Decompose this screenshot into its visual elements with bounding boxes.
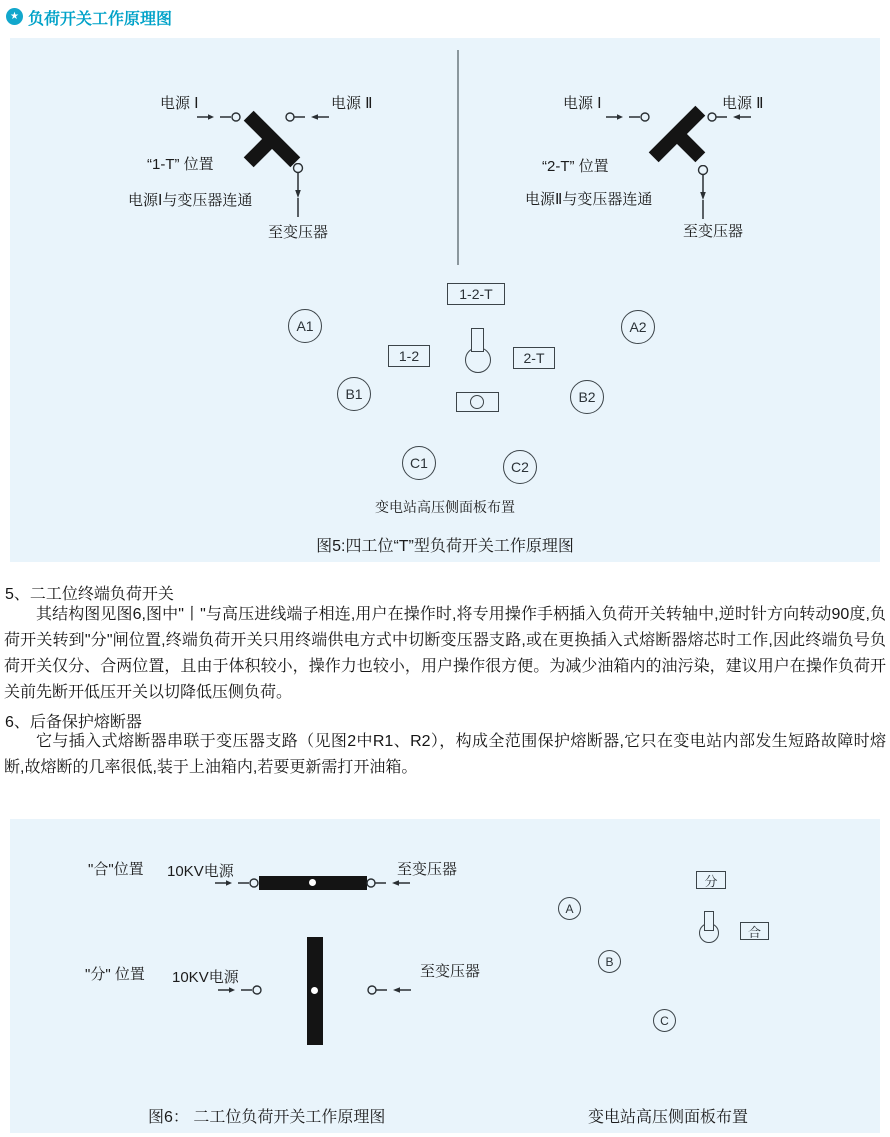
section5-paragraph: 其结构图见图6,图中"丨"与高压进线端子相连,用户在操作时,将专用操作手柄插入负荷开关转轴中,逆时针方向转动90度,负荷开关转到"分"闸位置,终端负荷开关只用终端供电方式中切断变压器支路,或在更换插入式熔断器熔芯时工作,因此终端负号负荷开关仅分、合两位置，且由于体积较小，操作力也较小，用户操作很方便。为减少油箱内的油污染，建议用户在操作负荷开关前先断开低压开关以切降低压侧负荷。 <box>4 606 886 701</box>
switch-pivot-dot-icon <box>311 987 318 994</box>
terminal-circle-b: B <box>598 950 621 973</box>
section6-heading: 6、后备保护熔断器 <box>5 714 142 731</box>
terminal-circle-a1: A1 <box>288 309 322 343</box>
fig6-open-source-label: 10KV电源 <box>172 969 239 986</box>
right-transformer-contact-arrow-icon <box>697 165 709 221</box>
left-transformer-contact-arrow-icon <box>292 163 304 219</box>
board-box-close: 合 <box>740 922 769 940</box>
terminal-circle-c2: C2 <box>503 450 537 484</box>
board-box-1-2-t: 1-2-T <box>447 283 505 305</box>
terminal-circle-c: C <box>653 1009 676 1032</box>
fig5-right-source1-label: 电源 Ⅰ <box>563 95 602 112</box>
figure5-panel <box>10 38 880 562</box>
terminal-circle-b1: B1 <box>337 377 371 411</box>
fig6-closed-source-label: 10KV电源 <box>167 863 234 880</box>
fig6-closed-position-label: "合"位置 <box>88 861 144 878</box>
terminal-circle-b2: B2 <box>570 380 604 414</box>
section5-heading: 5、二工位终端负荷开关 <box>5 586 174 603</box>
left-feed-arrow-contact-icon <box>215 877 259 889</box>
fig5-board-caption: 变电站高压侧面板布置 <box>375 499 515 515</box>
left-feed-arrow-contact-icon <box>218 984 262 996</box>
section6-paragraph: 它与插入式熔断器串联于变压器支路（见图2中R1、R2），构成全范围保护熔断器,它只在变电站内部发生短路故障时熔断,故熔断的几率很低,装于上油箱内,若要更新需打开油箱。 <box>4 733 886 776</box>
indicator-dot-icon <box>470 395 484 409</box>
right-feed-arrow-contact-icon <box>707 111 751 123</box>
fig5-right-connection-label: 电源Ⅱ与变压器连通 <box>525 191 653 208</box>
fig5-right-position-label: “2-T” 位置 <box>542 158 609 175</box>
terminal-circle-a: A <box>558 897 581 920</box>
board-box-open: 分 <box>696 871 726 889</box>
fig5-right-to-transformer-label: 至变压器 <box>683 223 744 240</box>
fig5-left-source2-label: 电源 Ⅱ <box>331 95 373 112</box>
star-circle-icon: ★ <box>6 8 23 25</box>
fig6-open-to-transformer-label: 至变压器 <box>420 963 481 980</box>
fig5-left-connection-label: 电源Ⅰ与变压器连通 <box>128 192 253 209</box>
terminal-circle-c1: C1 <box>402 446 436 480</box>
figure5-divider <box>457 50 459 265</box>
board-box-1-2: 1-2 <box>388 345 430 367</box>
fig6-open-position-label: "分" 位置 <box>85 966 145 983</box>
fig5-left-source1-label: 电源 Ⅰ <box>160 95 199 112</box>
left-feed-arrow-contact-icon <box>606 111 650 123</box>
fig5-left-to-transformer-label: 至变压器 <box>268 224 329 241</box>
operating-handle-icon <box>704 911 714 931</box>
right-feed-arrow-contact-icon <box>367 984 411 996</box>
fig5-left-position-label: “1-T” 位置 <box>147 156 214 173</box>
operating-handle-icon <box>471 328 484 352</box>
figure6-caption: 图6： 二工位负荷开关工作原理图 <box>148 1109 386 1126</box>
switch-pivot-dot-icon <box>309 879 316 886</box>
figure5-caption: 图5:四工位“T”型负荷开关工作原理图 <box>316 538 574 555</box>
left-feed-arrow-contact-icon <box>197 111 241 123</box>
board-box-2-t: 2-T <box>513 347 555 369</box>
fig6-board-caption: 变电站高压侧面板布置 <box>588 1109 749 1126</box>
figure6-panel <box>10 819 880 1133</box>
page-title: 负荷开关工作原理图 <box>28 11 173 28</box>
terminal-circle-a2: A2 <box>621 310 655 344</box>
fig5-right-source2-label: 电源 Ⅱ <box>722 95 764 112</box>
fig6-closed-to-transformer-label: 至变压器 <box>397 861 458 878</box>
right-feed-arrow-contact-icon <box>285 111 329 123</box>
